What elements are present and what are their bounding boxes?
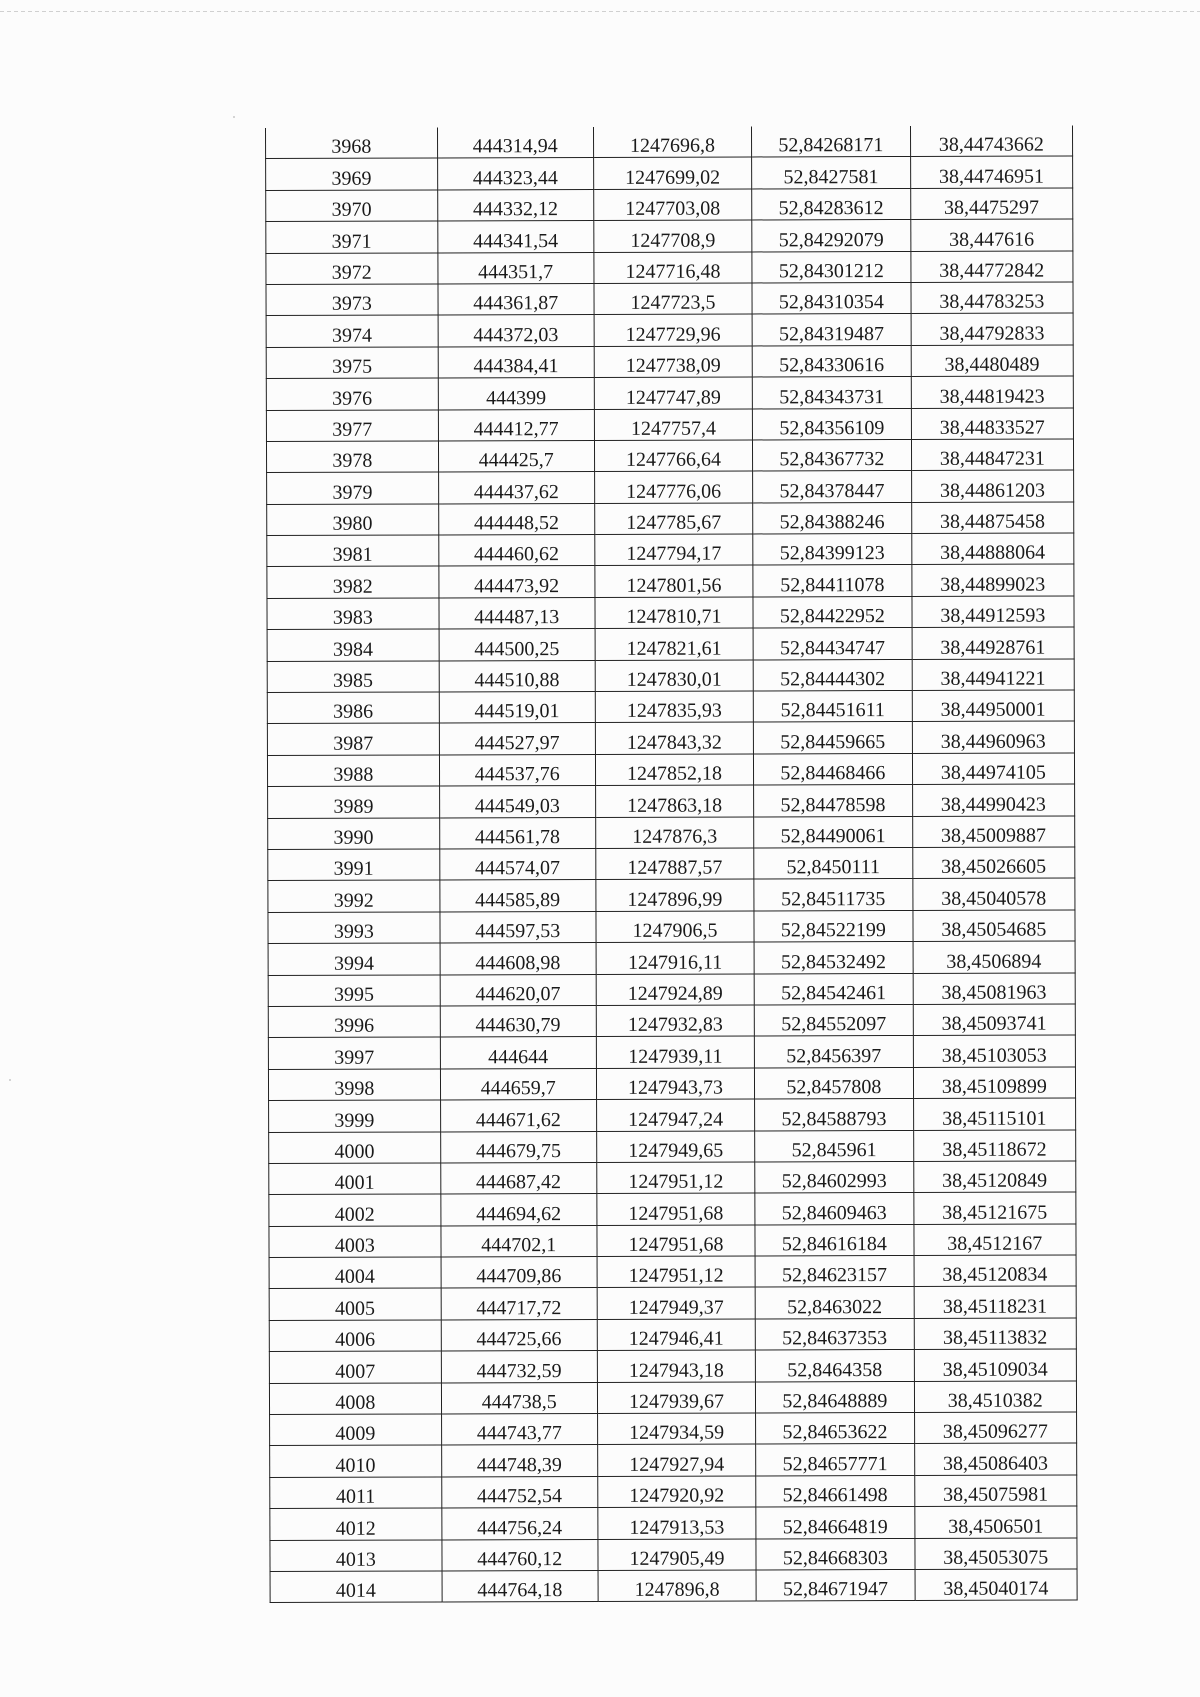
table-row	[266, 188, 1073, 222]
x-coordinate-cell: 444738,5	[441, 1382, 597, 1414]
y-coordinate-cell: 1247794,17	[595, 534, 753, 566]
point-number-cell: 3973	[266, 284, 438, 316]
y-coordinate-cell: 1247943,18	[597, 1350, 755, 1382]
latitude-cell: 52,8464358	[755, 1350, 914, 1382]
longitude-cell: 38,4510382	[914, 1381, 1077, 1413]
x-coordinate-cell: 444597,53	[440, 911, 596, 943]
y-coordinate-cell: 1247949,65	[596, 1130, 754, 1162]
latitude-cell: 52,84330616	[752, 345, 911, 377]
point-number-cell: 3988	[267, 755, 439, 787]
table-row	[266, 282, 1073, 316]
latitude-cell: 52,84653622	[756, 1412, 915, 1444]
table-row	[268, 847, 1075, 881]
x-coordinate-cell: 444510,88	[439, 660, 595, 692]
x-coordinate-cell: 444644	[440, 1037, 596, 1069]
x-coordinate-cell: 444694,62	[440, 1194, 596, 1226]
y-coordinate-cell: 1247920,92	[598, 1476, 756, 1508]
longitude-cell: 38,45081963	[913, 973, 1076, 1005]
x-coordinate-cell: 444732,59	[441, 1351, 597, 1383]
latitude-cell: 52,84283612	[752, 188, 911, 220]
y-coordinate-cell: 1247766,64	[594, 440, 752, 472]
x-coordinate-cell: 444620,07	[440, 974, 596, 1006]
point-number-cell: 4003	[269, 1226, 441, 1258]
point-number-cell: 3994	[268, 943, 440, 975]
table-row	[266, 345, 1073, 379]
longitude-cell: 38,44974105	[912, 753, 1075, 785]
point-number-cell: 3995	[268, 975, 440, 1007]
y-coordinate-cell: 1247946,41	[597, 1319, 755, 1351]
y-coordinate-cell: 1247905,49	[598, 1539, 756, 1571]
point-number-cell: 3979	[267, 472, 439, 504]
longitude-cell: 38,44950001	[912, 690, 1075, 722]
longitude-cell: 38,4506894	[913, 941, 1076, 973]
y-coordinate-cell: 1247863,18	[595, 785, 753, 817]
point-number-cell: 3985	[267, 661, 439, 693]
latitude-cell: 52,84623157	[755, 1256, 914, 1288]
point-number-cell: 3974	[266, 315, 438, 347]
longitude-cell: 38,45118231	[914, 1286, 1077, 1318]
y-coordinate-cell: 1247939,11	[596, 1036, 754, 1068]
x-coordinate-cell: 444527,97	[439, 723, 595, 755]
y-coordinate-cell: 1247830,01	[595, 660, 753, 692]
x-coordinate-cell: 444585,89	[439, 880, 595, 912]
point-number-cell: 3999	[269, 1100, 441, 1132]
point-number-cell: 3980	[267, 504, 439, 536]
table-row	[267, 502, 1074, 536]
point-number-cell: 4005	[269, 1288, 441, 1320]
scan-speck	[9, 1079, 11, 1081]
latitude-cell: 52,84422952	[753, 596, 912, 628]
scan-speck	[233, 116, 235, 118]
point-number-cell: 3972	[266, 253, 438, 285]
longitude-cell: 38,45121675	[913, 1192, 1076, 1224]
longitude-cell: 38,45120849	[913, 1161, 1076, 1193]
x-coordinate-cell: 444709,86	[441, 1257, 597, 1289]
table-row	[270, 1412, 1077, 1446]
latitude-cell: 52,84444302	[753, 659, 912, 691]
point-number-cell: 3981	[267, 535, 439, 567]
y-coordinate-cell: 1247932,83	[596, 1005, 754, 1037]
y-coordinate-cell: 1247947,24	[596, 1099, 754, 1131]
point-number-cell: 4011	[270, 1477, 442, 1509]
latitude-cell: 52,84434747	[753, 628, 912, 660]
y-coordinate-cell: 1247708,9	[594, 220, 752, 252]
table-row	[267, 564, 1074, 598]
point-number-cell: 4014	[270, 1571, 442, 1603]
x-coordinate-cell: 444448,52	[438, 503, 594, 535]
table-row	[266, 251, 1073, 285]
table-row	[267, 721, 1074, 755]
point-number-cell: 3989	[268, 786, 440, 818]
point-number-cell: 3991	[268, 849, 440, 881]
latitude-cell: 52,84356109	[753, 408, 912, 440]
table-row	[268, 1067, 1075, 1101]
y-coordinate-cell: 1247738,09	[594, 346, 752, 378]
x-coordinate-cell: 444361,87	[438, 283, 594, 315]
x-coordinate-cell: 444519,01	[439, 691, 595, 723]
point-number-cell: 3983	[267, 598, 439, 630]
point-number-cell: 3987	[267, 723, 439, 755]
table-row	[269, 1381, 1076, 1415]
y-coordinate-cell: 1247843,32	[595, 722, 753, 754]
x-coordinate-cell: 444574,07	[439, 848, 595, 880]
table-row	[268, 941, 1075, 975]
longitude-cell: 38,45093741	[913, 1004, 1076, 1036]
table-row	[266, 439, 1073, 473]
x-coordinate-cell: 444323,44	[437, 158, 593, 190]
latitude-cell: 52,8456397	[755, 1036, 914, 1068]
table-row	[269, 1224, 1076, 1258]
point-number-cell: 4012	[270, 1508, 442, 1540]
y-coordinate-cell: 1247906,5	[596, 911, 754, 943]
y-coordinate-cell: 1247821,61	[595, 628, 753, 660]
x-coordinate-cell: 444760,12	[442, 1539, 598, 1571]
y-coordinate-cell: 1247785,67	[595, 503, 753, 535]
table-row	[269, 1161, 1076, 1195]
x-coordinate-cell: 444756,24	[441, 1508, 597, 1540]
longitude-cell: 38,44833527	[911, 407, 1074, 439]
y-coordinate-cell: 1247703,08	[594, 189, 752, 221]
latitude-cell: 52,84378447	[753, 471, 912, 503]
table-row	[266, 156, 1073, 190]
y-coordinate-cell: 1247723,5	[594, 283, 752, 315]
table-row	[267, 533, 1074, 567]
y-coordinate-cell: 1247801,56	[595, 565, 753, 597]
latitude-cell: 52,8450111	[754, 847, 913, 879]
x-coordinate-cell: 444437,62	[438, 472, 594, 504]
latitude-cell: 52,84343731	[752, 377, 911, 409]
latitude-cell: 52,84301212	[752, 251, 911, 283]
x-coordinate-cell: 444341,54	[437, 221, 593, 253]
longitude-cell: 38,45113832	[914, 1318, 1077, 1350]
point-number-cell: 3997	[268, 1037, 440, 1069]
table-row	[269, 1286, 1076, 1320]
latitude-cell: 52,84411078	[753, 565, 912, 597]
y-coordinate-cell: 1247896,8	[598, 1570, 756, 1602]
longitude-cell: 38,44819423	[911, 376, 1074, 408]
point-number-cell: 3996	[268, 1006, 440, 1038]
longitude-cell: 38,44960963	[912, 721, 1075, 753]
point-number-cell: 3984	[267, 629, 439, 661]
y-coordinate-cell: 1247924,89	[596, 974, 754, 1006]
x-coordinate-cell: 444425,7	[438, 440, 594, 472]
latitude-cell: 52,84664819	[756, 1507, 915, 1539]
x-coordinate-cell: 444351,7	[437, 252, 593, 284]
table-row	[267, 470, 1074, 504]
longitude-cell: 38,4475297	[910, 188, 1073, 220]
y-coordinate-cell: 1247916,11	[596, 942, 754, 974]
latitude-cell: 52,84511735	[754, 879, 913, 911]
y-coordinate-cell: 1247876,3	[595, 817, 753, 849]
y-coordinate-cell: 1247951,68	[597, 1225, 755, 1257]
x-coordinate-cell: 444752,54	[441, 1476, 597, 1508]
point-number-cell: 4002	[269, 1194, 441, 1226]
latitude-cell: 52,84459665	[754, 722, 913, 754]
longitude-cell: 38,44941221	[912, 659, 1075, 691]
x-coordinate-cell: 444473,92	[438, 566, 594, 598]
y-coordinate-cell: 1247943,73	[596, 1068, 754, 1100]
y-coordinate-cell: 1247927,94	[597, 1444, 755, 1476]
x-coordinate-cell: 444332,12	[437, 189, 593, 221]
y-coordinate-cell: 1247934,59	[597, 1413, 755, 1445]
longitude-cell: 38,45118672	[913, 1129, 1076, 1161]
table-row	[266, 313, 1073, 347]
latitude-cell: 52,84668303	[756, 1538, 915, 1570]
latitude-cell: 52,84399123	[753, 534, 912, 566]
longitude-cell: 38,45009887	[912, 816, 1075, 848]
latitude-cell: 52,84542461	[754, 973, 913, 1005]
x-coordinate-cell: 444671,62	[440, 1100, 596, 1132]
longitude-cell: 38,4512167	[914, 1224, 1077, 1256]
latitude-cell: 52,845961	[755, 1130, 914, 1162]
latitude-cell: 52,84552097	[754, 1004, 913, 1036]
table-row	[268, 910, 1075, 944]
table-row	[266, 376, 1073, 410]
point-number-cell: 4000	[269, 1131, 441, 1163]
table-row	[266, 125, 1073, 158]
point-number-cell: 3969	[266, 158, 438, 190]
longitude-cell: 38,45040174	[915, 1569, 1078, 1601]
y-coordinate-cell: 1247810,71	[595, 597, 753, 629]
longitude-cell: 38,44912593	[912, 596, 1075, 628]
longitude-cell: 38,44928761	[912, 627, 1075, 659]
table-row	[268, 816, 1075, 850]
x-coordinate-cell: 444687,42	[440, 1162, 596, 1194]
point-number-cell: 4006	[269, 1320, 441, 1352]
y-coordinate-cell: 1247939,67	[597, 1382, 755, 1414]
y-coordinate-cell: 1247729,96	[594, 314, 752, 346]
longitude-cell: 38,45109899	[913, 1067, 1076, 1099]
table-row	[268, 878, 1075, 912]
table-row	[266, 407, 1073, 441]
y-coordinate-cell: 1247757,4	[594, 408, 752, 440]
latitude-cell: 52,84319487	[752, 314, 911, 346]
y-coordinate-cell: 1247887,57	[596, 848, 754, 880]
longitude-cell: 38,45026605	[912, 847, 1075, 879]
latitude-cell: 52,84468466	[754, 753, 913, 785]
latitude-cell: 52,84602993	[755, 1161, 914, 1193]
x-coordinate-cell: 444412,77	[438, 409, 594, 441]
x-coordinate-cell: 444702,1	[441, 1225, 597, 1257]
latitude-cell: 52,84490061	[754, 816, 913, 848]
table-row	[270, 1538, 1077, 1572]
latitude-cell: 52,84609463	[755, 1193, 914, 1225]
table-row	[269, 1192, 1076, 1226]
longitude-cell: 38,44783253	[911, 282, 1074, 314]
longitude-cell: 38,45086403	[914, 1443, 1077, 1475]
point-number-cell: 3990	[268, 818, 440, 850]
point-number-cell: 4001	[269, 1163, 441, 1195]
table-row	[269, 1318, 1076, 1352]
x-coordinate-cell: 444679,75	[440, 1131, 596, 1163]
x-coordinate-cell: 444549,03	[439, 786, 595, 818]
longitude-cell: 38,44861203	[911, 470, 1074, 502]
longitude-cell: 38,45053075	[915, 1538, 1078, 1570]
latitude-cell: 52,8463022	[755, 1287, 914, 1319]
latitude-cell: 52,84292079	[752, 220, 911, 252]
longitude-cell: 38,45109034	[914, 1349, 1077, 1381]
latitude-cell: 52,84661498	[756, 1475, 915, 1507]
longitude-cell: 38,45075981	[914, 1475, 1077, 1507]
latitude-cell: 52,84478598	[754, 785, 913, 817]
latitude-cell: 52,84657771	[756, 1444, 915, 1476]
latitude-cell: 52,84268171	[752, 126, 911, 157]
table-row	[268, 1004, 1075, 1038]
latitude-cell: 52,84367732	[753, 439, 912, 471]
x-coordinate-cell: 444717,72	[441, 1288, 597, 1320]
longitude-cell: 38,4480489	[911, 345, 1074, 377]
point-number-cell: 3978	[266, 441, 438, 473]
latitude-cell: 52,84648889	[756, 1381, 915, 1413]
x-coordinate-cell: 444725,66	[441, 1319, 597, 1351]
latitude-cell: 52,84671947	[756, 1569, 915, 1601]
table-row	[270, 1475, 1077, 1509]
longitude-cell: 38,45054685	[913, 910, 1076, 942]
x-coordinate-cell: 444561,78	[439, 817, 595, 849]
y-coordinate-cell: 1247913,53	[598, 1507, 756, 1539]
x-coordinate-cell: 444314,94	[437, 127, 593, 158]
latitude-cell: 52,84522199	[754, 910, 913, 942]
x-coordinate-cell: 444748,39	[441, 1445, 597, 1477]
y-coordinate-cell: 1247696,8	[593, 126, 751, 157]
longitude-cell: 38,44792833	[911, 313, 1074, 345]
point-number-cell: 3970	[266, 190, 438, 222]
longitude-cell: 38,45103053	[913, 1035, 1076, 1067]
table-row	[268, 1035, 1075, 1069]
coordinates-table-body	[266, 125, 1078, 1602]
table-row	[268, 784, 1075, 818]
table-row	[267, 753, 1074, 787]
point-number-cell: 4007	[269, 1351, 441, 1383]
table-row	[269, 1349, 1076, 1383]
point-number-cell: 4009	[270, 1414, 442, 1446]
table-row	[270, 1506, 1077, 1540]
point-number-cell: 3992	[268, 880, 440, 912]
point-number-cell: 4008	[269, 1383, 441, 1415]
point-number-cell: 4004	[269, 1257, 441, 1289]
longitude-cell: 38,44888064	[911, 533, 1074, 565]
table-row	[269, 1255, 1076, 1289]
longitude-cell: 38,44899023	[911, 564, 1074, 596]
x-coordinate-cell: 444460,62	[438, 535, 594, 567]
point-number-cell: 3982	[267, 566, 439, 598]
table-row	[266, 219, 1073, 253]
y-coordinate-cell: 1247699,02	[593, 157, 751, 189]
latitude-cell: 52,84637353	[755, 1318, 914, 1350]
point-number-cell: 3998	[268, 1069, 440, 1101]
longitude-cell: 38,45115101	[913, 1098, 1076, 1130]
longitude-cell: 38,45120834	[914, 1255, 1077, 1287]
point-number-cell: 3993	[268, 912, 440, 944]
table-row	[269, 1098, 1076, 1132]
point-number-cell: 3968	[266, 127, 438, 158]
point-number-cell: 3971	[266, 221, 438, 253]
point-number-cell: 3976	[266, 378, 438, 410]
x-coordinate-cell: 444630,79	[440, 1005, 596, 1037]
longitude-cell: 38,44990423	[912, 784, 1075, 816]
y-coordinate-cell: 1247951,68	[597, 1193, 755, 1225]
y-coordinate-cell: 1247951,12	[597, 1256, 755, 1288]
longitude-cell: 38,44875458	[911, 502, 1074, 534]
table-row	[267, 659, 1074, 693]
latitude-cell: 52,84532492	[754, 942, 913, 974]
x-coordinate-cell: 444764,18	[442, 1570, 598, 1602]
longitude-cell: 38,44847231	[911, 439, 1074, 471]
x-coordinate-cell: 444384,41	[438, 346, 594, 378]
latitude-cell: 52,84588793	[755, 1099, 914, 1131]
table-row	[267, 627, 1074, 661]
table-row	[270, 1569, 1077, 1603]
point-number-cell: 4010	[270, 1445, 442, 1477]
latitude-cell: 52,8427581	[752, 157, 911, 189]
x-coordinate-cell: 444399	[438, 378, 594, 410]
longitude-cell: 38,447616	[910, 219, 1073, 251]
longitude-cell: 38,4506501	[914, 1506, 1077, 1538]
y-coordinate-cell: 1247835,93	[595, 691, 753, 723]
x-coordinate-cell: 444608,98	[440, 943, 596, 975]
x-coordinate-cell: 444743,77	[441, 1413, 597, 1445]
y-coordinate-cell: 1247896,99	[596, 879, 754, 911]
point-number-cell: 4013	[270, 1540, 442, 1572]
x-coordinate-cell: 444372,03	[438, 315, 594, 347]
x-coordinate-cell: 444537,76	[439, 754, 595, 786]
point-number-cell: 3975	[266, 347, 438, 379]
coordinates-table	[265, 125, 1078, 1603]
longitude-cell: 38,44746951	[910, 156, 1073, 188]
longitude-cell: 38,45040578	[912, 878, 1075, 910]
table-row	[267, 690, 1074, 724]
y-coordinate-cell: 1247949,37	[597, 1287, 755, 1319]
x-coordinate-cell: 444487,13	[439, 597, 595, 629]
table-row	[270, 1443, 1077, 1477]
longitude-cell: 38,44743662	[910, 125, 1073, 156]
x-coordinate-cell: 444500,25	[439, 629, 595, 661]
latitude-cell: 52,8457808	[755, 1067, 914, 1099]
y-coordinate-cell: 1247852,18	[595, 754, 753, 786]
point-number-cell: 3986	[267, 692, 439, 724]
point-number-cell: 3977	[266, 409, 438, 441]
x-coordinate-cell: 444659,7	[440, 1068, 596, 1100]
table-row	[267, 596, 1074, 630]
longitude-cell: 38,44772842	[910, 251, 1073, 283]
latitude-cell: 52,84388246	[753, 502, 912, 534]
table-row	[268, 973, 1075, 1007]
table-row	[269, 1129, 1076, 1163]
y-coordinate-cell: 1247776,06	[594, 471, 752, 503]
y-coordinate-cell: 1247716,48	[594, 252, 752, 284]
latitude-cell: 52,84616184	[755, 1224, 914, 1256]
y-coordinate-cell: 1247951,12	[597, 1162, 755, 1194]
latitude-cell: 52,84310354	[752, 282, 911, 314]
longitude-cell: 38,45096277	[914, 1412, 1077, 1444]
scan-artifact-line	[0, 11, 1200, 12]
latitude-cell: 52,84451611	[753, 691, 912, 723]
y-coordinate-cell: 1247747,89	[594, 377, 752, 409]
